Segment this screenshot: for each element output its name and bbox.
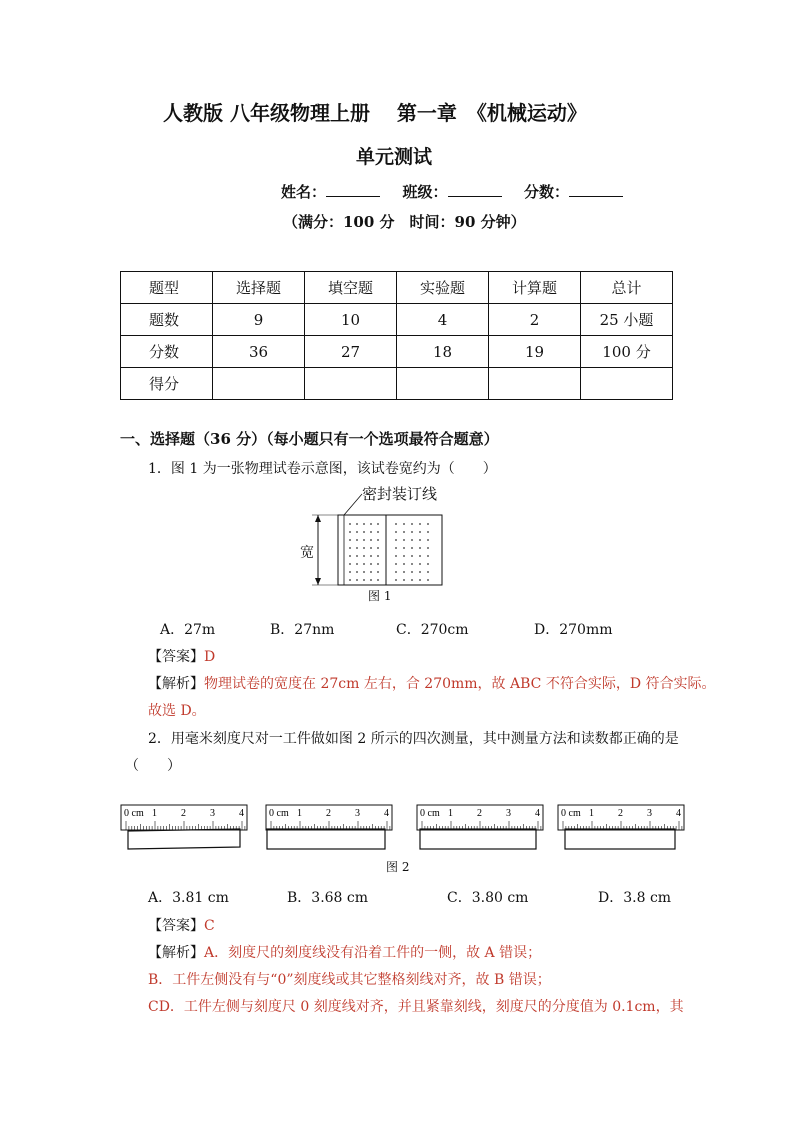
dot bbox=[395, 555, 397, 557]
exam-meta: （满分：100 分 时间：90 分钟） bbox=[283, 213, 526, 231]
dot bbox=[427, 547, 429, 549]
dot bbox=[411, 555, 413, 557]
name-label: 姓名： bbox=[281, 183, 327, 201]
dot bbox=[377, 531, 379, 533]
dot bbox=[377, 571, 379, 573]
dot bbox=[403, 555, 405, 557]
table-cell: 题数 bbox=[121, 304, 213, 336]
analysis-label: 【解析】 bbox=[148, 945, 204, 961]
ruler-2 bbox=[265, 803, 395, 853]
dot bbox=[411, 523, 413, 525]
seal-line-label: 密封装订线 bbox=[362, 485, 438, 503]
work-piece bbox=[565, 829, 675, 849]
dot bbox=[363, 563, 365, 565]
ruler-tick-label: 4 bbox=[239, 808, 244, 819]
question-2-stem: 2．用毫米刻度尺对一工件做如图 2 所示的四次测量，其中测量方法和读数都正确的是 bbox=[148, 731, 679, 747]
dot bbox=[403, 523, 405, 525]
dot bbox=[370, 555, 372, 557]
score-input-cell[interactable] bbox=[213, 368, 305, 400]
q1-analysis-line2: 故选 D。 bbox=[148, 703, 206, 719]
table-cell: 18 bbox=[397, 336, 489, 368]
q2-analysis-line3: CD．工件左侧与刻度尺 0 刻度线对齐，并且紧靠刻线，刻度尺的分度值为 0.1cm，其 bbox=[148, 999, 684, 1015]
dot bbox=[377, 539, 379, 541]
ruler-tick-label: 4 bbox=[535, 808, 540, 819]
table-cell: 填空题 bbox=[305, 272, 397, 304]
score-table bbox=[120, 271, 673, 400]
dot bbox=[419, 523, 421, 525]
ruler-tick-label: 3 bbox=[506, 808, 511, 819]
table-cell: 2 bbox=[489, 304, 581, 336]
table-cell: 100 分 bbox=[581, 336, 673, 368]
dot bbox=[356, 555, 358, 557]
q2-option-c[interactable]: C．3.80 cm bbox=[447, 890, 529, 906]
dot bbox=[419, 531, 421, 533]
ruler-tick-label: 2 bbox=[181, 808, 186, 819]
dot bbox=[419, 563, 421, 565]
dot bbox=[377, 579, 379, 581]
dot bbox=[395, 579, 397, 581]
table-cell: 9 bbox=[213, 304, 305, 336]
dot bbox=[356, 547, 358, 549]
ruler-tick-label: 1 bbox=[448, 808, 453, 819]
dot bbox=[370, 531, 372, 533]
question-1-stem: 1．图 1 为一张物理试卷示意图，该试卷宽约为（ ） bbox=[148, 461, 497, 477]
dot bbox=[395, 547, 397, 549]
q2-analysis bbox=[148, 942, 541, 962]
name-field[interactable] bbox=[326, 182, 380, 197]
dot bbox=[377, 563, 379, 565]
ruler-tick-label: 4 bbox=[676, 808, 681, 819]
dot bbox=[427, 579, 429, 581]
dot bbox=[349, 523, 351, 525]
dot bbox=[395, 571, 397, 573]
class-label: 班级： bbox=[402, 183, 448, 201]
q1-option-c[interactable]: C．270cm bbox=[396, 622, 469, 638]
ruler-tick-label: 3 bbox=[647, 808, 652, 819]
q2-option-a[interactable]: A．3.81 cm bbox=[148, 890, 229, 906]
answer-label: 【答案】 bbox=[148, 649, 204, 665]
dot bbox=[427, 563, 429, 565]
ruler-tick-label: 3 bbox=[210, 808, 215, 819]
dot bbox=[377, 523, 379, 525]
figure-2-caption: 图 2 bbox=[386, 860, 410, 874]
q1-answer bbox=[148, 646, 215, 666]
dot bbox=[427, 571, 429, 573]
dot bbox=[403, 563, 405, 565]
dot bbox=[356, 571, 358, 573]
dot bbox=[427, 523, 429, 525]
table-cell: 实验题 bbox=[397, 272, 489, 304]
ruler-3 bbox=[416, 803, 546, 853]
q2-option-d[interactable]: D．3.8 cm bbox=[598, 890, 672, 906]
dot bbox=[419, 579, 421, 581]
dot bbox=[395, 563, 397, 565]
table-cell: 25 小题 bbox=[581, 304, 673, 336]
score-input-cell[interactable] bbox=[397, 368, 489, 400]
page-subtitle: 单元测试 bbox=[356, 146, 433, 168]
work-piece bbox=[420, 829, 536, 849]
dot bbox=[403, 531, 405, 533]
score-label: 分数： bbox=[523, 183, 569, 201]
dot bbox=[356, 579, 358, 581]
dot bbox=[363, 555, 365, 557]
dot bbox=[411, 531, 413, 533]
dot bbox=[370, 539, 372, 541]
dot bbox=[427, 555, 429, 557]
width-arrow-top bbox=[315, 515, 321, 522]
dot bbox=[370, 547, 372, 549]
dot bbox=[403, 539, 405, 541]
dot bbox=[411, 563, 413, 565]
table-cell: 36 bbox=[213, 336, 305, 368]
ruler-tick-label: 2 bbox=[618, 808, 623, 819]
analysis-text: 物理试卷的宽度在 27cm 左右，合 270mm，故 ABC 不符合实际，D 符合实际。 bbox=[204, 676, 716, 692]
ruler-tick-label: 1 bbox=[589, 808, 594, 819]
dot bbox=[419, 571, 421, 573]
answer-label: 【答案】 bbox=[148, 918, 204, 934]
dot bbox=[411, 571, 413, 573]
dot bbox=[363, 571, 365, 573]
dot bbox=[403, 579, 405, 581]
dot bbox=[363, 531, 365, 533]
dot bbox=[356, 563, 358, 565]
dot bbox=[395, 523, 397, 525]
dot bbox=[349, 579, 351, 581]
work-piece bbox=[267, 829, 385, 849]
dot bbox=[411, 539, 413, 541]
class-field[interactable] bbox=[448, 182, 502, 197]
table-cell: 19 bbox=[489, 336, 581, 368]
dot bbox=[363, 579, 365, 581]
dot bbox=[419, 555, 421, 557]
score-field[interactable] bbox=[569, 182, 623, 197]
dot bbox=[411, 579, 413, 581]
paper-outline bbox=[338, 515, 442, 585]
dot bbox=[370, 579, 372, 581]
dot bbox=[356, 523, 358, 525]
table-cell: 得分 bbox=[121, 368, 213, 400]
q1-option-b[interactable]: B．27nm bbox=[270, 622, 335, 638]
q1-option-a[interactable]: A．27m bbox=[160, 622, 216, 638]
table-cell: 4 bbox=[397, 304, 489, 336]
student-info-row bbox=[281, 181, 623, 202]
table-cell: 10 bbox=[305, 304, 397, 336]
ruler-tick-label: 0 cm bbox=[124, 808, 144, 819]
dot bbox=[370, 571, 372, 573]
score-input-cell[interactable] bbox=[581, 368, 673, 400]
dot bbox=[370, 523, 372, 525]
dot-pattern bbox=[349, 523, 429, 581]
dot bbox=[419, 539, 421, 541]
dot bbox=[349, 563, 351, 565]
table-cell: 题型 bbox=[121, 272, 213, 304]
dot bbox=[419, 547, 421, 549]
analysis-label: 【解析】 bbox=[148, 676, 204, 692]
table-row bbox=[121, 304, 673, 336]
page-title: 人教版 八年级物理上册 第一章 《机械运动》 bbox=[163, 101, 587, 125]
dot bbox=[370, 563, 372, 565]
dot bbox=[363, 539, 365, 541]
table-row bbox=[121, 336, 673, 368]
ruler-tick-label: 0 cm bbox=[420, 808, 440, 819]
dot bbox=[403, 571, 405, 573]
seal-pointer bbox=[344, 494, 362, 515]
figure-1-caption: 图 1 bbox=[368, 589, 392, 603]
section-heading: 一、选择题（36 分）（每小题只有一个选项最符合题意） bbox=[120, 430, 499, 448]
dot bbox=[349, 539, 351, 541]
ruler-4 bbox=[557, 803, 687, 853]
table-cell: 分数 bbox=[121, 336, 213, 368]
q2-analysis-line2: B．工件左侧没有与“0”刻度线或其它整格刻线对齐，故 B 错误； bbox=[148, 972, 551, 988]
dot bbox=[427, 531, 429, 533]
score-input-cell[interactable] bbox=[305, 368, 397, 400]
dot bbox=[349, 571, 351, 573]
score-input-cell[interactable] bbox=[489, 368, 581, 400]
q1-analysis bbox=[148, 673, 716, 693]
ruler-tick-label: 4 bbox=[384, 808, 389, 819]
q2-answer bbox=[148, 915, 215, 935]
dot bbox=[363, 523, 365, 525]
dot bbox=[377, 555, 379, 557]
width-label: 宽 bbox=[300, 545, 314, 561]
dot bbox=[403, 547, 405, 549]
answer-value: D bbox=[204, 649, 216, 665]
dot bbox=[427, 539, 429, 541]
dot bbox=[349, 555, 351, 557]
q2-option-b[interactable]: B．3.68 cm bbox=[287, 890, 369, 906]
ruler-tick-label: 2 bbox=[477, 808, 482, 819]
analysis-text: A．刻度尺的刻度线没有沿着工件的一侧，故 A 错误； bbox=[204, 945, 542, 961]
table-cell: 计算题 bbox=[489, 272, 581, 304]
width-arrow-bottom bbox=[315, 578, 321, 585]
dot bbox=[356, 539, 358, 541]
dot bbox=[356, 531, 358, 533]
table-header-row bbox=[121, 272, 673, 304]
question-2-stem-cont: （ ） bbox=[125, 758, 181, 774]
q1-option-d[interactable]: D．270mm bbox=[534, 622, 613, 638]
table-cell: 27 bbox=[305, 336, 397, 368]
ruler-tick-label: 3 bbox=[355, 808, 360, 819]
ruler-1 bbox=[120, 803, 250, 853]
dot bbox=[411, 547, 413, 549]
dot bbox=[395, 531, 397, 533]
table-row bbox=[121, 368, 673, 400]
ruler-tick-label: 0 cm bbox=[269, 808, 289, 819]
work-piece bbox=[128, 829, 240, 849]
table-cell: 总计 bbox=[581, 272, 673, 304]
dot bbox=[349, 547, 351, 549]
dot bbox=[363, 547, 365, 549]
table-cell: 选择题 bbox=[213, 272, 305, 304]
ruler-tick-label: 0 cm bbox=[561, 808, 581, 819]
ruler-tick-label: 1 bbox=[152, 808, 157, 819]
dot bbox=[377, 547, 379, 549]
ruler-tick-label: 1 bbox=[297, 808, 302, 819]
ruler-tick-label: 2 bbox=[326, 808, 331, 819]
dot bbox=[395, 539, 397, 541]
dot bbox=[349, 531, 351, 533]
answer-value: C bbox=[204, 918, 215, 934]
